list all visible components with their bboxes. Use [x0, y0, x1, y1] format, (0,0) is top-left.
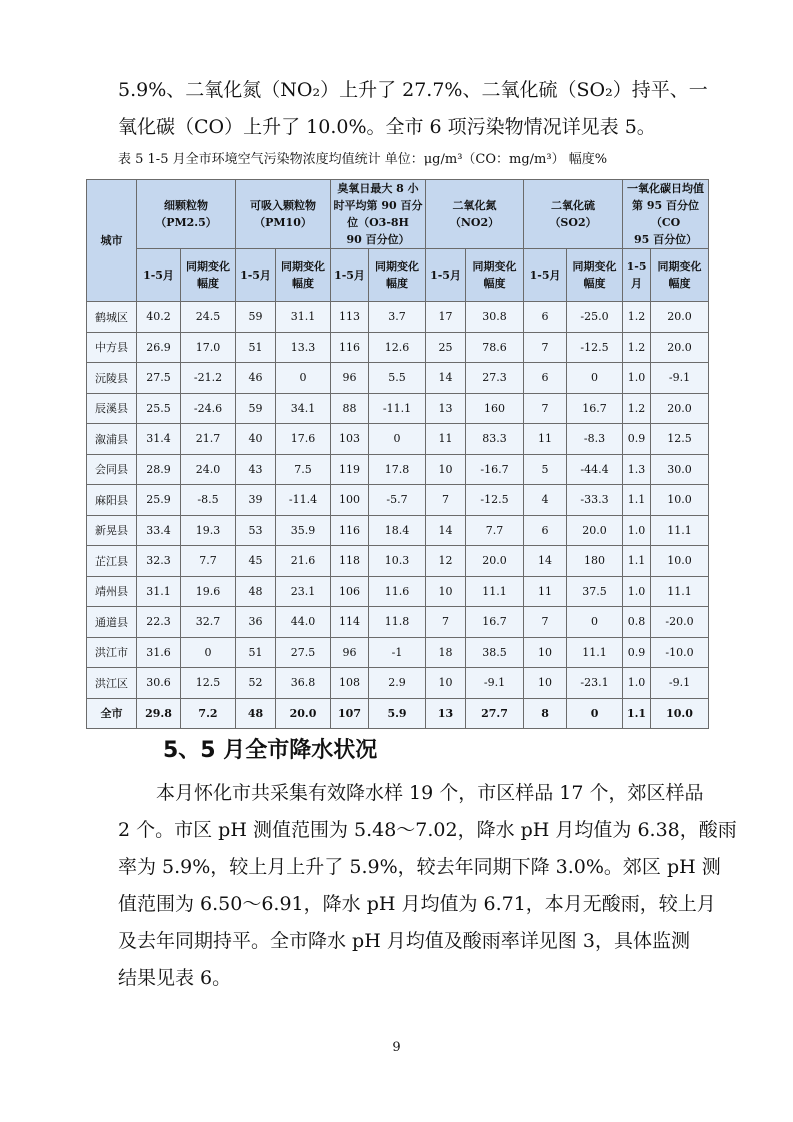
subheader-change: 同期变化幅度 — [369, 249, 426, 302]
value-cell: 30.6 — [137, 668, 181, 699]
value-cell: 10.0 — [651, 546, 709, 577]
table-row — [87, 637, 709, 668]
value-cell: 32.3 — [137, 546, 181, 577]
value-cell: 18 — [426, 637, 466, 668]
value-cell: 23.1 — [276, 576, 331, 607]
city-cell: 通道县 — [87, 607, 137, 638]
subheader-change: 同期变化幅度 — [466, 249, 524, 302]
value-cell: 7.2 — [181, 698, 236, 729]
value-cell: 7 — [426, 607, 466, 638]
value-cell: 28.9 — [137, 454, 181, 485]
value-cell: 19.3 — [181, 515, 236, 546]
value-cell: 27.5 — [276, 637, 331, 668]
value-cell: 29.8 — [137, 698, 181, 729]
value-cell: 11 — [426, 424, 466, 455]
value-cell: 100 — [331, 485, 369, 516]
value-cell: 7 — [426, 485, 466, 516]
value-cell: 0 — [369, 424, 426, 455]
value-cell: 10 — [426, 454, 466, 485]
value-cell: 37.5 — [567, 576, 623, 607]
value-cell: 21.6 — [276, 546, 331, 577]
table-caption: 表 5 1-5 月全市环境空气污染物浓度均值统计 单位：μg/m³（CO：mg/m³） 幅度% — [118, 152, 608, 167]
value-cell: 5.5 — [369, 363, 426, 394]
value-cell: -20.0 — [651, 607, 709, 638]
table-row — [87, 393, 709, 424]
table-row — [87, 698, 709, 729]
value-cell: 30.8 — [466, 302, 524, 333]
value-cell: 14 — [426, 515, 466, 546]
value-cell: 106 — [331, 576, 369, 607]
value-cell: 10 — [426, 668, 466, 699]
value-cell: 3.7 — [369, 302, 426, 333]
value-cell: -1 — [369, 637, 426, 668]
value-cell: 180 — [567, 546, 623, 577]
value-cell: 10.0 — [651, 485, 709, 516]
value-cell: 10 — [426, 576, 466, 607]
value-cell: 96 — [331, 363, 369, 394]
group-name: 二氧化氮 — [452, 199, 497, 212]
value-cell: 59 — [236, 393, 276, 424]
value-cell: 107 — [331, 698, 369, 729]
page-number: 9 — [392, 1040, 401, 1055]
value-cell: 83.3 — [466, 424, 524, 455]
group-header-co — [623, 180, 709, 249]
city-cell: 溆浦县 — [87, 424, 137, 455]
value-cell: 27.7 — [466, 698, 524, 729]
group-name: 一氧化碳日均值第 95 百分位（CO — [627, 182, 705, 229]
group-sub: （SO2） — [549, 216, 597, 229]
value-cell: 10 — [524, 668, 567, 699]
value-cell: 20.0 — [567, 515, 623, 546]
value-cell: 26.9 — [137, 332, 181, 363]
value-cell: 19.6 — [181, 576, 236, 607]
value-cell: 116 — [331, 515, 369, 546]
body-line: 结果见表 6。 — [118, 967, 232, 989]
body-line: 2 个。市区 pH 测值范围为 5.48～7.02，降水 pH 月均值为 6.38，酸雨 — [118, 819, 737, 841]
table-row — [87, 515, 709, 546]
value-cell: 11 — [524, 576, 567, 607]
value-cell: 16.7 — [466, 607, 524, 638]
city-header: 城市 — [87, 180, 137, 302]
value-cell: 20.0 — [651, 393, 709, 424]
value-cell: -12.5 — [567, 332, 623, 363]
value-cell: 7.7 — [181, 546, 236, 577]
precipitation-paragraph — [118, 775, 737, 997]
value-cell: 45 — [236, 546, 276, 577]
body-line: 值范围为 6.50～6.91，降水 pH 月均值为 6.71，本月无酸雨，较上月 — [118, 893, 716, 915]
value-cell: -12.5 — [466, 485, 524, 516]
city-cell: 会同县 — [87, 454, 137, 485]
value-cell: 12.5 — [651, 424, 709, 455]
value-cell: -8.5 — [181, 485, 236, 516]
value-cell: 1.1 — [623, 698, 651, 729]
value-cell: 119 — [331, 454, 369, 485]
value-cell: 7 — [524, 332, 567, 363]
value-cell: 116 — [331, 332, 369, 363]
value-cell: 35.9 — [276, 515, 331, 546]
group-sub: 95 百分位） — [633, 233, 698, 246]
body-line: 及去年同期持平。全市降水 pH 月均值及酸雨率详见图 3，具体监测 — [118, 930, 690, 952]
value-cell: 5.9 — [369, 698, 426, 729]
group-name: 可吸入颗粒物 — [250, 199, 316, 212]
value-cell: 46 — [236, 363, 276, 394]
value-cell: 40 — [236, 424, 276, 455]
value-cell: 20.0 — [651, 302, 709, 333]
group-sub: 90 百分位） — [346, 233, 410, 246]
value-cell: -9.1 — [651, 363, 709, 394]
value-cell: 0 — [567, 698, 623, 729]
subheader-change: 同期变化幅度 — [276, 249, 331, 302]
value-cell: 27.5 — [137, 363, 181, 394]
value-cell: 13 — [426, 698, 466, 729]
table-row — [87, 546, 709, 577]
value-cell: 30.0 — [651, 454, 709, 485]
value-cell: 44.0 — [276, 607, 331, 638]
city-cell: 辰溪县 — [87, 393, 137, 424]
value-cell: 7.7 — [466, 515, 524, 546]
city-cell: 麻阳县 — [87, 485, 137, 516]
group-sub: （NO2） — [449, 216, 500, 229]
value-cell: 48 — [236, 576, 276, 607]
value-cell: 32.7 — [181, 607, 236, 638]
subheader-change: 同期变化幅度 — [651, 249, 709, 302]
value-cell: 31.1 — [276, 302, 331, 333]
value-cell: 11.8 — [369, 607, 426, 638]
group-header-no2 — [426, 180, 524, 249]
value-cell: -9.1 — [651, 668, 709, 699]
value-cell: 1.1 — [623, 546, 651, 577]
value-cell: 1.2 — [623, 302, 651, 333]
value-cell: 1.3 — [623, 454, 651, 485]
city-cell: 洪江市 — [87, 637, 137, 668]
value-cell: 160 — [466, 393, 524, 424]
value-cell: 1.1 — [623, 485, 651, 516]
value-cell: 0.9 — [623, 637, 651, 668]
value-cell: 14 — [426, 363, 466, 394]
subheader-period: 1-5月 — [623, 249, 651, 302]
value-cell: 36 — [236, 607, 276, 638]
value-cell: 1.2 — [623, 332, 651, 363]
value-cell: 114 — [331, 607, 369, 638]
value-cell: 1.0 — [623, 576, 651, 607]
group-name: 细颗粒物 — [164, 199, 208, 212]
value-cell: 13.3 — [276, 332, 331, 363]
value-cell: 24.0 — [181, 454, 236, 485]
table-row — [87, 363, 709, 394]
city-cell: 靖州县 — [87, 576, 137, 607]
value-cell: -8.3 — [567, 424, 623, 455]
value-cell: -21.2 — [181, 363, 236, 394]
value-cell: 17 — [426, 302, 466, 333]
value-cell: -9.1 — [466, 668, 524, 699]
value-cell: 33.4 — [137, 515, 181, 546]
group-header-o3 — [331, 180, 426, 249]
value-cell: 11 — [524, 424, 567, 455]
value-cell: -11.4 — [276, 485, 331, 516]
value-cell: 12.5 — [181, 668, 236, 699]
pollutant-table — [86, 179, 709, 729]
intro-line: 氧化碳（CO）上升了 10.0%。全市 6 项污染物情况详见表 5。 — [118, 116, 656, 138]
value-cell: 22.3 — [137, 607, 181, 638]
value-cell: 31.4 — [137, 424, 181, 455]
value-cell: -10.0 — [651, 637, 709, 668]
value-cell: 39 — [236, 485, 276, 516]
value-cell: 20.0 — [466, 546, 524, 577]
city-cell: 沅陵县 — [87, 363, 137, 394]
value-cell: 1.0 — [623, 668, 651, 699]
intro-line: 5.9%、二氧化氮（NO₂）上升了 27.7%、二氧化硫（SO₂）持平、一 — [118, 79, 708, 101]
group-header-pm10 — [236, 180, 331, 249]
value-cell: 7 — [524, 393, 567, 424]
value-cell: 6 — [524, 363, 567, 394]
value-cell: 53 — [236, 515, 276, 546]
value-cell: 43 — [236, 454, 276, 485]
value-cell: 25 — [426, 332, 466, 363]
value-cell: 11.6 — [369, 576, 426, 607]
value-cell: -24.6 — [181, 393, 236, 424]
value-cell: 11.1 — [651, 576, 709, 607]
city-cell: 洪江区 — [87, 668, 137, 699]
value-cell: 78.6 — [466, 332, 524, 363]
value-cell: 52 — [236, 668, 276, 699]
value-cell: -33.3 — [567, 485, 623, 516]
value-cell: 34.1 — [276, 393, 331, 424]
value-cell: 31.1 — [137, 576, 181, 607]
value-cell: 11.1 — [466, 576, 524, 607]
group-sub: （PM2.5） — [155, 216, 217, 229]
value-cell: 5 — [524, 454, 567, 485]
value-cell: 10 — [524, 637, 567, 668]
city-cell: 全市 — [87, 698, 137, 729]
subheader-period: 1-5月 — [524, 249, 567, 302]
subheader-period: 1-5月 — [331, 249, 369, 302]
value-cell: 51 — [236, 637, 276, 668]
value-cell: 108 — [331, 668, 369, 699]
value-cell: 0 — [567, 607, 623, 638]
value-cell: 0.8 — [623, 607, 651, 638]
subheader-period: 1-5月 — [236, 249, 276, 302]
value-cell: 0.9 — [623, 424, 651, 455]
table-header-subcolumns — [87, 249, 709, 302]
value-cell: 8 — [524, 698, 567, 729]
value-cell: -11.1 — [369, 393, 426, 424]
table-row — [87, 576, 709, 607]
value-cell: 17.8 — [369, 454, 426, 485]
body-line: 本月怀化市共采集有效降水样 19 个，市区样品 17 个，郊区样品 — [156, 782, 704, 804]
value-cell: -5.7 — [369, 485, 426, 516]
value-cell: 25.9 — [137, 485, 181, 516]
value-cell: 6 — [524, 302, 567, 333]
table-row — [87, 454, 709, 485]
table-body — [87, 302, 709, 729]
value-cell: 1.0 — [623, 363, 651, 394]
value-cell: 24.5 — [181, 302, 236, 333]
value-cell: 27.3 — [466, 363, 524, 394]
value-cell: 36.8 — [276, 668, 331, 699]
subheader-change: 同期变化幅度 — [181, 249, 236, 302]
value-cell: 31.6 — [137, 637, 181, 668]
value-cell: 13 — [426, 393, 466, 424]
value-cell: 21.7 — [181, 424, 236, 455]
table-header-groups — [87, 180, 709, 249]
value-cell: 6 — [524, 515, 567, 546]
table-row — [87, 668, 709, 699]
value-cell: 96 — [331, 637, 369, 668]
value-cell: 20.0 — [276, 698, 331, 729]
subheader-period: 1-5月 — [426, 249, 466, 302]
value-cell: 1.0 — [623, 515, 651, 546]
value-cell: 12 — [426, 546, 466, 577]
value-cell: 4 — [524, 485, 567, 516]
value-cell: 16.7 — [567, 393, 623, 424]
value-cell: -25.0 — [567, 302, 623, 333]
value-cell: 17.6 — [276, 424, 331, 455]
value-cell: 103 — [331, 424, 369, 455]
subheader-period: 1-5月 — [137, 249, 181, 302]
value-cell: 10.3 — [369, 546, 426, 577]
value-cell: 118 — [331, 546, 369, 577]
value-cell: -16.7 — [466, 454, 524, 485]
value-cell: 113 — [331, 302, 369, 333]
city-cell: 新晃县 — [87, 515, 137, 546]
value-cell: 88 — [331, 393, 369, 424]
value-cell: 51 — [236, 332, 276, 363]
table-row — [87, 607, 709, 638]
value-cell: 20.0 — [651, 332, 709, 363]
group-header-pm25 — [137, 180, 236, 249]
value-cell: 17.0 — [181, 332, 236, 363]
group-name: 二氧化硫 — [551, 199, 596, 212]
value-cell: 0 — [276, 363, 331, 394]
body-line: 率为 5.9%，较上月上升了 5.9%，较去年同期下降 3.0%。郊区 pH 测 — [118, 856, 721, 878]
value-cell: 40.2 — [137, 302, 181, 333]
value-cell: 7 — [524, 607, 567, 638]
value-cell: -23.1 — [567, 668, 623, 699]
value-cell: 12.6 — [369, 332, 426, 363]
group-header-so2 — [524, 180, 623, 249]
value-cell: 14 — [524, 546, 567, 577]
table-row — [87, 424, 709, 455]
value-cell: 11.1 — [567, 637, 623, 668]
city-cell: 中方县 — [87, 332, 137, 363]
value-cell: 38.5 — [466, 637, 524, 668]
value-cell: 7.5 — [276, 454, 331, 485]
value-cell: 2.9 — [369, 668, 426, 699]
value-cell: 0 — [181, 637, 236, 668]
section-heading: 5、5 月全市降水状况 — [163, 738, 378, 763]
value-cell: 25.5 — [137, 393, 181, 424]
group-name: 臭氧日最大 8 小时平均第 90 百分位（O3-8H — [333, 182, 423, 229]
value-cell: 59 — [236, 302, 276, 333]
intro-paragraph — [118, 72, 708, 146]
value-cell: -44.4 — [567, 454, 623, 485]
value-cell: 18.4 — [369, 515, 426, 546]
table-row — [87, 332, 709, 363]
value-cell: 48 — [236, 698, 276, 729]
value-cell: 10.0 — [651, 698, 709, 729]
city-cell: 鹤城区 — [87, 302, 137, 333]
group-sub: （PM10） — [254, 216, 312, 229]
value-cell: 1.2 — [623, 393, 651, 424]
value-cell: 11.1 — [651, 515, 709, 546]
table-row — [87, 485, 709, 516]
subheader-change: 同期变化幅度 — [567, 249, 623, 302]
table-row — [87, 302, 709, 333]
city-cell: 芷江县 — [87, 546, 137, 577]
value-cell: 0 — [567, 363, 623, 394]
